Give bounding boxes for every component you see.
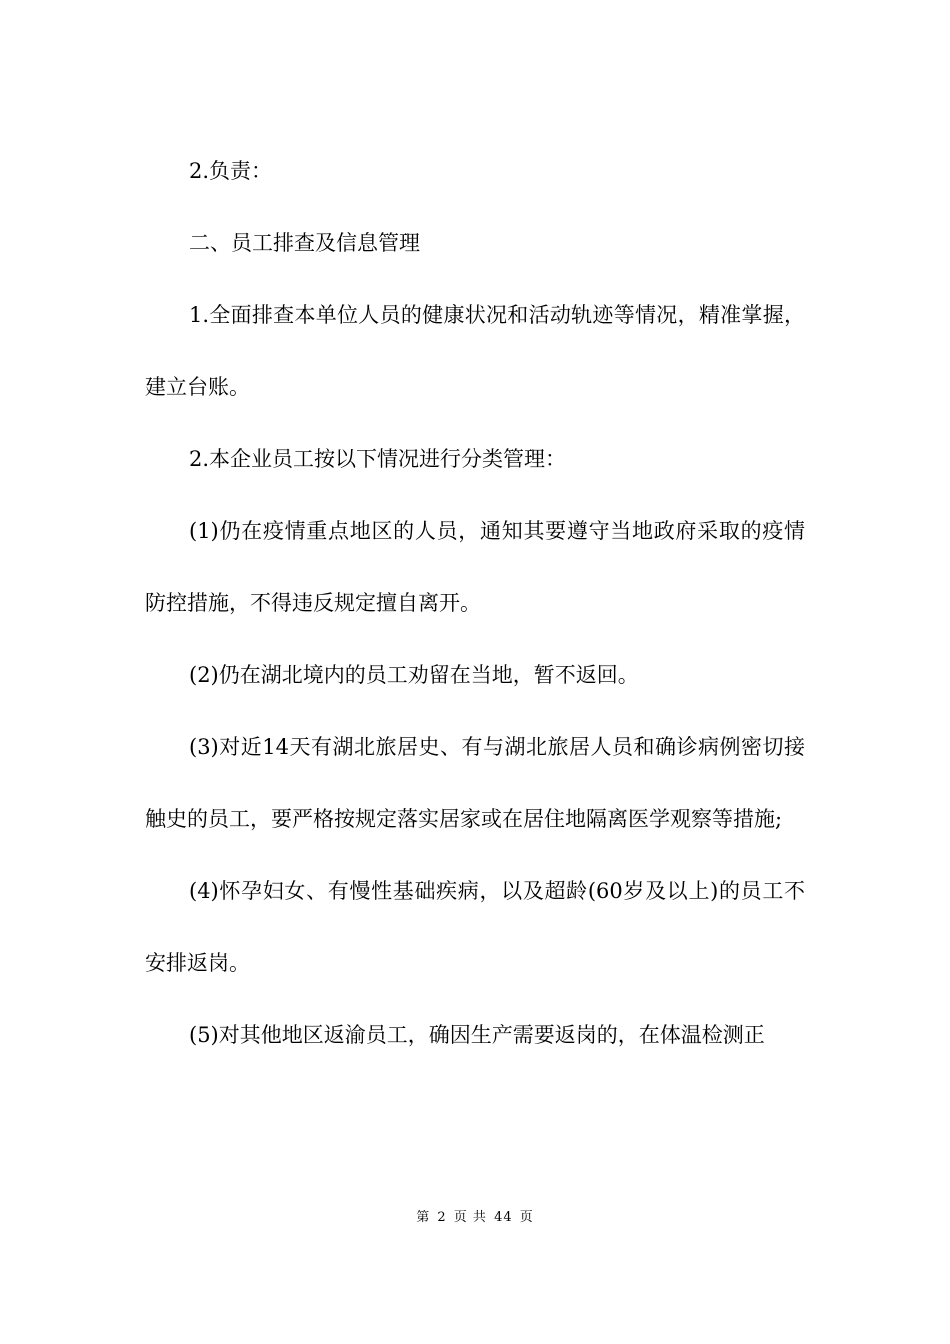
paragraph-3: 1.全面排查本单位人员的健康状况和活动轨迹等情况，精准掌握，建立台账。 [145, 303, 805, 399]
footer-current-page: 2 [437, 1210, 447, 1225]
paragraph-9: (5)对其他地区返渝员工，确因生产需要返岗的，在体温检测正 [189, 1023, 765, 1047]
paragraph-7: (3)对近14天有湖北旅居史、有与湖北旅居人员和确诊病例密切接触史的员工，要严格按规定落实居家或在居住地隔离医学观察等措施; [145, 735, 805, 831]
footer-middle: 页 共 [453, 1210, 487, 1225]
paragraph-8: (4)怀孕妇女、有慢性基础疾病，以及超龄(60岁及以上)的员工不安排返岗。 [145, 879, 805, 975]
paragraph-4: 2.本企业员工按以下情况进行分类管理： [189, 447, 567, 471]
paragraph-2: 二、员工排查及信息管理 [189, 231, 420, 255]
footer-prefix: 第 [416, 1210, 431, 1225]
paragraph-6: (2)仍在湖北境内的员工劝留在当地，暂不返回。 [189, 663, 639, 687]
footer-total-pages: 44 [494, 1210, 513, 1225]
paragraph-5: (1)仍在疫情重点地区的人员，通知其要遵守当地政府采取的疫情防控措施，不得违反规定擅自离开。 [145, 519, 805, 615]
page-footer [0, 1206, 950, 1225]
paragraph-1: 2.负责： [189, 159, 273, 183]
footer-suffix: 页 [519, 1210, 534, 1225]
document-body [145, 135, 805, 1071]
